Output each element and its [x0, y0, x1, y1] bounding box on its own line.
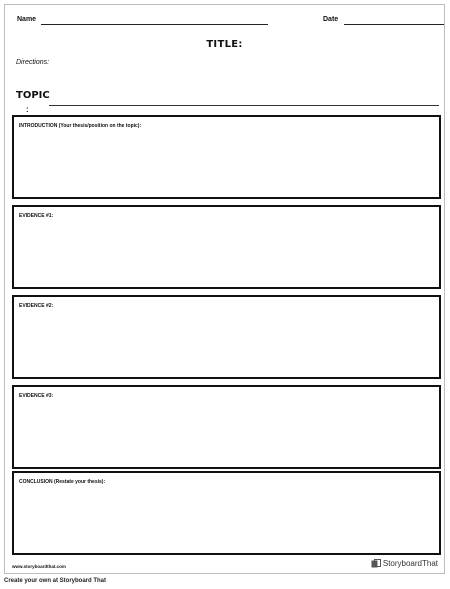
- storyboard-logo-icon: [371, 559, 381, 569]
- name-date-row: [17, 15, 437, 29]
- topic-colon: :: [26, 105, 29, 114]
- section-box-introduction[interactable]: [12, 115, 441, 199]
- directions-label: Directions:: [16, 59, 50, 66]
- section-label-conclusion: CONCLUSION (Restate your thesis):: [19, 479, 106, 485]
- topic-label: TOPIC: [16, 90, 50, 101]
- date-field-line[interactable]: [344, 15, 444, 25]
- section-box-evidence-1[interactable]: [12, 205, 441, 289]
- section-label-evidence-2: EVIDENCE #2:: [19, 303, 54, 309]
- storyboardthat-logo: [371, 558, 438, 570]
- create-your-own-caption[interactable]: Create your own at Storyboard That: [4, 578, 107, 584]
- name-label: Name: [17, 16, 37, 23]
- footer-url: www.storyboardthat.com: [12, 564, 66, 569]
- topic-field-line[interactable]: [49, 105, 439, 106]
- section-box-evidence-3[interactable]: [12, 385, 441, 469]
- page-title: TITLE:: [206, 39, 243, 50]
- name-field-line[interactable]: [41, 15, 268, 25]
- section-box-conclusion[interactable]: [12, 471, 441, 555]
- section-label-introduction: INTRODUCTION (Your thesis/position on the topic):: [19, 123, 142, 129]
- section-label-evidence-1: EVIDENCE #1:: [19, 213, 54, 219]
- brand-name: StoryboardThat: [382, 559, 438, 568]
- section-box-evidence-2[interactable]: [12, 295, 441, 379]
- date-label: Date: [323, 16, 339, 23]
- worksheet-page: [4, 4, 445, 574]
- section-label-evidence-3: EVIDENCE #3:: [19, 393, 54, 399]
